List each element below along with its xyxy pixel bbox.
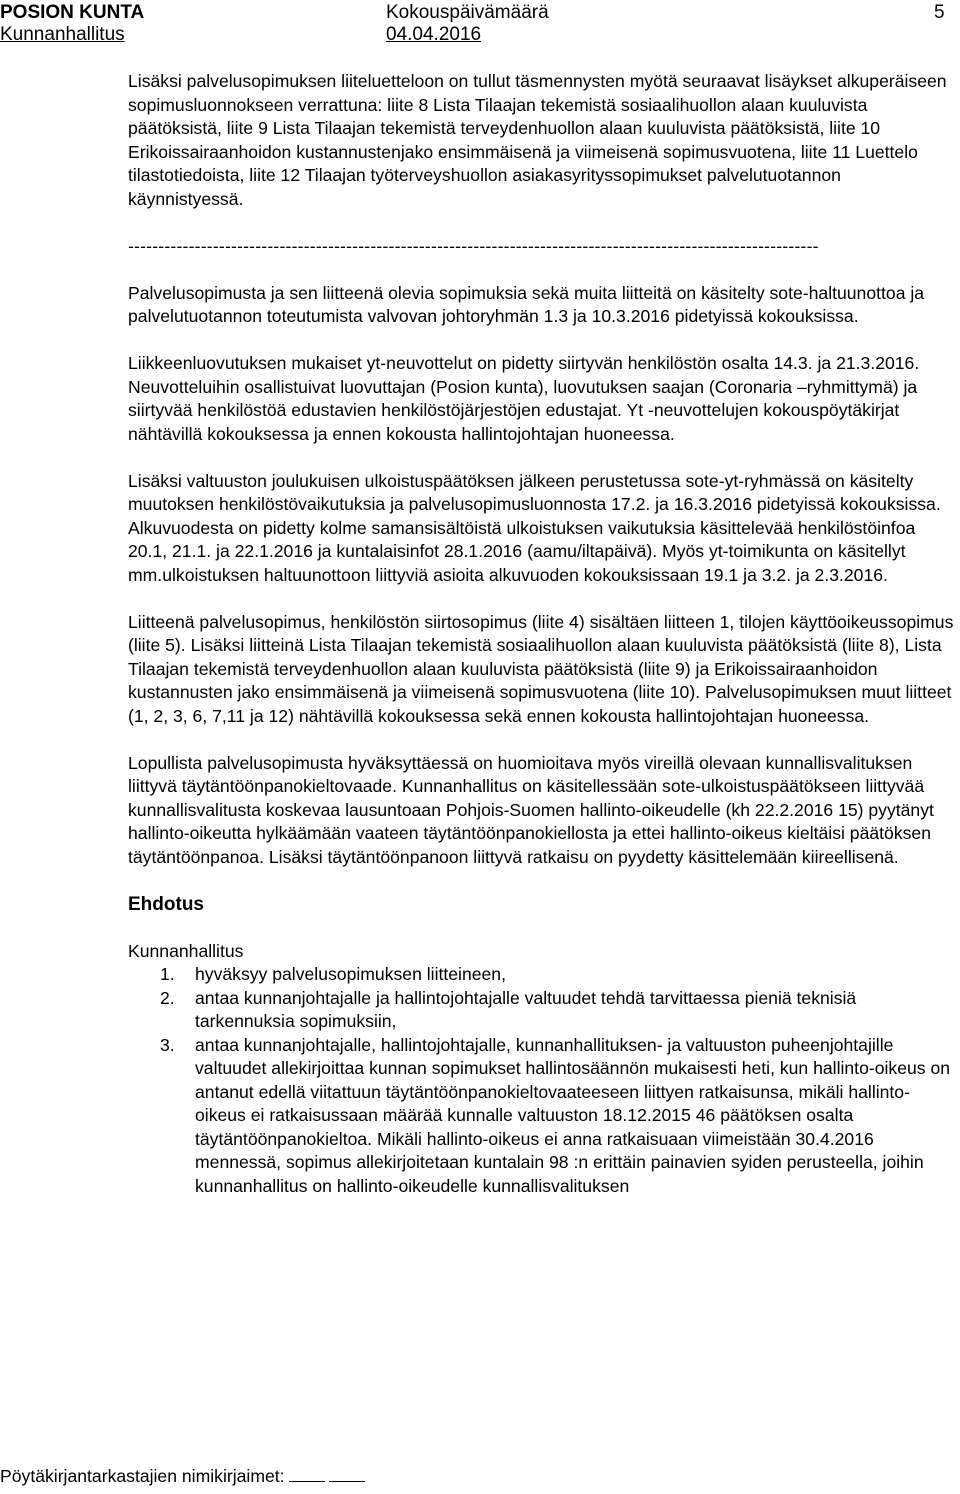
paragraph-steering-group: Palvelusopimusta ja sen liitteenä olevia sopimuksia sekä muita liitteitä on käsitelty sote-haltuunottoa ja palvelutuotannon toteutumista valvovan johtoryhmän 1.3 ja 10.3.2016 pidetyissä kokouksissa. [128, 282, 925, 326]
initials-blank-1 [289, 1466, 325, 1482]
list-item [128, 1034, 958, 1199]
list-item-number: 2. [160, 987, 175, 1008]
municipality-name: POSION KUNTA [0, 2, 145, 23]
list-item-text: antaa kunnanjohtajalle, hallintojohtajalle, kunnanhallituksen- ja valtuuston puheenjohtajille valtuudet allekirjoittaa kunnan sopimukset hallintosäännön mukaisesti heti, kun hallinto-oikeus on antanut edellä viitattuun täytäntöönpanokieltovaateeseen liittyen ratkaisunsa, mikäli hallinto-oikeus ei ratkaisussaan määrää kunnalle valtuuston 18.12.2015 46 päätöksen osalta täytäntöönpanokieltoa. Mikäli hallinto-oikeus ei anna ratkaisuaan viimeistään 30.4.2016 mennessä, sopimus allekirjoitetaan kuntalain 98 :n erittäin painavien syiden perusteella, joihin kunnanhallitus on hallinto-oikeudelle kunnallisvalituksen [195, 1034, 951, 1196]
document-body [128, 70, 958, 1198]
paragraph-attachments: Liitteenä palvelusopimus, henkilöstön siirtosopimus (liite 4) sisältäen liitteen 1, tilojen käyttöoikeussopimus (liite 5). Lisäksi liitteinä Lista Tilaajan tekemistä sosiaalihuollon alaan kuuluvista päätöksistä (liite 8), Lista Tilaajan tekemistä terveydenhuollon alaan kuuluvista päätöksistä (liite 9) ja Erikoissairaanhoidon kustannusten jako ensimmäisenä ja viimeisenä sopimusvuotena (liite 10). Palvelusopimuksen muut liitteet (1, 2, 3, 6, 7,11 ja 12) nähtävillä kokouksessa sekä ennen kokousta hallintojohtajan huoneessa. [128, 611, 954, 726]
list-item-text: hyväksyy palvelusopimuksen liitteineen, [195, 964, 506, 984]
paragraph-sote-yt-group: Lisäksi valtuuston joulukuisen ulkoistuspäätöksen jälkeen perustetussa sote-yt-ryhmässä on käsitelty muutoksen henkilöstövaikutuksia ja palvelusopimusluonnosta 17.2. ja 16.3.2016 pidetyissä kokouksissa. Alkuvuodesta on pidetty kolme samansisältöistä ulkoistuksen vaikutuksia käsittelevää henkilöstöinfoa 20.1, 21.1. ja 22.1.2016 ja kuntalaisinfot 28.1.2016 (aamu/iltapäivä). Myös yt-toimikunta on käsitellyt mm.ulkoistuksen haltuunottoon liittyviä asioita alkuvuoden kokouksissaan 19.1 ja 3.2. ja 2.3.2016. [128, 470, 941, 585]
proposal-subject: Kunnanhallitus [128, 940, 244, 961]
list-item-number: 1. [160, 964, 175, 984]
footer-initials-label: Pöytäkirjantarkastajien nimikirjaimet: [0, 1466, 285, 1486]
list-item [128, 963, 958, 987]
page-number: 5 [934, 2, 945, 23]
list-item-number: 3. [160, 1034, 175, 1055]
proposal-list [128, 963, 958, 1198]
paragraph-attachments-list: Lisäksi palvelusopimuksen liiteluetteloon on tullut täsmennysten myötä seuraavat lisäykset alkuperäiseen sopimusluonnokseen verrattuna: liite 8 Lista Tilaajan tekemistä sosiaalihuollon alaan kuuluvista päätöksistä, liite 9 Lista Tilaajan tekemistä terveydenhuollon alaan kuuluvista päätöksistä, liite 10 Erikoissairaanhoidon kustannustenjako ensimmäisenä ja viimeisenä sopimusvuotena, liite 11 Luettelo tilastotiedoista, liite 12 Tilaajan työterveyshuollon asiakasyrityssopimukset palvelutuotannon käynnistyessä. [128, 71, 947, 209]
list-item-text: antaa kunnanjohtajalle ja hallintojohtajalle valtuudet tehdä tarvittaessa pieniä teknisiä tarkennuksia sopimuksiin, [195, 987, 857, 1031]
meeting-date: 04.04.2016 [386, 24, 482, 45]
page-footer [0, 1465, 365, 1488]
paragraph-yt-negotiations: Liikkeenluovutuksen mukaiset yt-neuvottelut on pidetty siirtyvän henkilöstön osalta 14.3. ja 21.3.2016. Neuvotteluihin osallistuivat luovuttajan (Posion kunta), luovutuksen saajan (Coronaria –ryhmittymä) ja siirtyvää henkilöstöä edustavien henkilöstöjärjestöjen edustajat. Yt -neuvottelujen kokouspöytäkirjat nähtävillä kokouksessa ja ennen kokousta hallintojohtajan huoneessa. [128, 353, 920, 444]
body-name: Kunnanhallitus [0, 24, 125, 45]
list-item [128, 987, 958, 1034]
meeting-date-label: Kokouspäivämäärä [386, 2, 549, 23]
proposal-heading: Ehdotus [128, 893, 204, 915]
page-header [0, 0, 960, 46]
initials-blank-2 [329, 1466, 365, 1482]
section-divider: ------------------------------------------------------------------------------------------------------------------ [128, 235, 819, 256]
paragraph-enforcement-ban: Lopullista palvelusopimusta hyväksyttäessä on huomioitava myös vireillä olevaan kunnallisvalituksen liittyvä täytäntöönpanokieltovaade. Kunnanhallitus on käsitellessään sote-ulkoistuspäätökseen liittyvää kunnallisvalitusta koskevaa lausuntoaan Pohjois-Suomen hallinto-oikeudelle (kh 22.2.2016 15) pyytänyt hallinto-oikeutta hylkäämään vaateen täytäntöönpanokiellosta ja ettei hallinto-oikeus kieltäisi päätöksen täytäntöönpanoa. Lisäksi täytäntöönpanoon liittyvä ratkaisu on pyydetty käsittelemään kiireellisenä. [128, 752, 934, 867]
